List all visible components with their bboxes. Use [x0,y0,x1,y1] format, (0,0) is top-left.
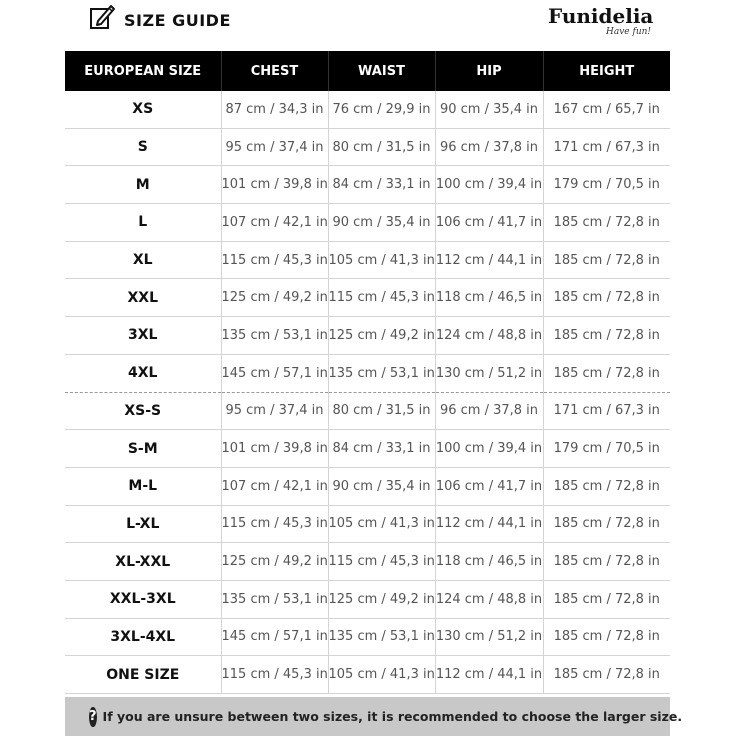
measurement-cell: 185 cm / 72,8 in [543,656,670,694]
measurement-cell: 185 cm / 72,8 in [543,505,670,543]
measurement-cell: 107 cm / 42,1 in [221,467,328,505]
measurement-cell: 90 cm / 35,4 in [435,91,543,128]
measurement-cell: 105 cm / 41,3 in [328,241,435,279]
table-row [65,430,670,468]
measurement-cell: 112 cm / 44,1 in [435,656,543,694]
measurement-cell: 115 cm / 45,3 in [221,241,328,279]
footer-note-bar [65,697,683,736]
table-row [65,467,670,505]
measurement-cell: 125 cm / 49,2 in [328,317,435,355]
pencil-notepad-icon [88,3,116,31]
size-cell: XL [65,241,221,279]
measurement-cell: 135 cm / 53,1 in [328,354,435,392]
size-cell: XS [65,91,221,128]
brand-logo [548,4,654,37]
table-row [65,618,670,656]
measurement-cell: 115 cm / 45,3 in [328,279,435,317]
measurement-cell: 185 cm / 72,8 in [543,241,670,279]
measurement-cell: 118 cm / 46,5 in [435,279,543,317]
measurement-cell: 76 cm / 29,9 in [328,91,435,128]
measurement-cell: 185 cm / 72,8 in [543,618,670,656]
table-row [65,656,670,694]
footer-note: If you are unsure between two sizes, it is recommended to choose the larger size. [102,709,683,724]
size-cell: 4XL [65,354,221,392]
size-cell: 3XL-4XL [65,618,221,656]
measurement-cell: 90 cm / 35,4 in [328,204,435,242]
table-header-row [65,51,670,91]
measurement-cell: 185 cm / 72,8 in [543,204,670,242]
measurement-cell: 105 cm / 41,3 in [328,505,435,543]
measurement-cell: 185 cm / 72,8 in [543,279,670,317]
column-header: WAIST [328,51,435,91]
size-cell: S-M [65,430,221,468]
measurement-cell: 135 cm / 53,1 in [328,618,435,656]
column-header: HIP [435,51,543,91]
brand-name: Funidelia [548,4,654,28]
table-row [65,317,670,355]
size-cell: XXL [65,279,221,317]
measurement-cell: 84 cm / 33,1 in [328,166,435,204]
measurement-cell: 179 cm / 70,5 in [543,166,670,204]
measurement-cell: 101 cm / 39,8 in [221,166,328,204]
table-row [65,241,670,279]
measurement-cell: 185 cm / 72,8 in [543,580,670,618]
measurement-cell: 112 cm / 44,1 in [435,505,543,543]
column-header: EUROPEAN SIZE [65,51,221,91]
column-header: HEIGHT [543,51,670,91]
measurement-cell: 185 cm / 72,8 in [543,317,670,355]
measurement-cell: 130 cm / 51,2 in [435,618,543,656]
table-row [65,354,670,392]
measurement-cell: 87 cm / 34,3 in [221,91,328,128]
size-cell: XL-XXL [65,543,221,581]
table-row [65,128,670,166]
size-guide-heading [88,3,231,31]
measurement-cell: 145 cm / 57,1 in [221,354,328,392]
measurement-cell: 107 cm / 42,1 in [221,204,328,242]
brand-tagline: Have fun! [606,27,652,37]
measurement-cell: 90 cm / 35,4 in [328,467,435,505]
size-cell: S [65,128,221,166]
size-cell: M-L [65,467,221,505]
measurement-cell: 125 cm / 49,2 in [221,543,328,581]
measurement-cell: 95 cm / 37,4 in [221,392,328,430]
measurement-cell: 125 cm / 49,2 in [328,580,435,618]
question-icon: ? [89,707,97,727]
measurement-cell: 135 cm / 53,1 in [221,580,328,618]
measurement-cell: 100 cm / 39,4 in [435,166,543,204]
measurement-cell: 130 cm / 51,2 in [435,354,543,392]
size-cell: 3XL [65,317,221,355]
measurement-cell: 125 cm / 49,2 in [221,279,328,317]
size-cell: ONE SIZE [65,656,221,694]
measurement-cell: 106 cm / 41,7 in [435,467,543,505]
table-row [65,166,670,204]
measurement-cell: 179 cm / 70,5 in [543,430,670,468]
table-row [65,279,670,317]
table-row [65,91,670,128]
size-cell: L-XL [65,505,221,543]
measurement-cell: 112 cm / 44,1 in [435,241,543,279]
page-title: SIZE GUIDE [124,10,231,30]
measurement-cell: 105 cm / 41,3 in [328,656,435,694]
header [0,0,736,50]
measurement-cell: 100 cm / 39,4 in [435,430,543,468]
measurement-cell: 106 cm / 41,7 in [435,204,543,242]
measurement-cell: 101 cm / 39,8 in [221,430,328,468]
size-cell: XS-S [65,392,221,430]
measurement-cell: 118 cm / 46,5 in [435,543,543,581]
size-cell: L [65,204,221,242]
size-cell: XXL-3XL [65,580,221,618]
measurement-cell: 96 cm / 37,8 in [435,392,543,430]
measurement-cell: 84 cm / 33,1 in [328,430,435,468]
measurement-cell: 185 cm / 72,8 in [543,543,670,581]
table-body [65,91,670,694]
measurement-cell: 185 cm / 72,8 in [543,354,670,392]
measurement-cell: 80 cm / 31,5 in [328,128,435,166]
measurement-cell: 115 cm / 45,3 in [221,505,328,543]
measurement-cell: 171 cm / 67,3 in [543,128,670,166]
measurement-cell: 115 cm / 45,3 in [328,543,435,581]
measurement-cell: 115 cm / 45,3 in [221,656,328,694]
measurement-cell: 185 cm / 72,8 in [543,467,670,505]
measurement-cell: 96 cm / 37,8 in [435,128,543,166]
table-row [65,392,670,430]
measurement-cell: 80 cm / 31,5 in [328,392,435,430]
table-row [65,204,670,242]
measurement-cell: 145 cm / 57,1 in [221,618,328,656]
size-table [65,51,670,694]
measurement-cell: 124 cm / 48,8 in [435,317,543,355]
table-row [65,505,670,543]
measurement-cell: 124 cm / 48,8 in [435,580,543,618]
table-row [65,580,670,618]
measurement-cell: 95 cm / 37,4 in [221,128,328,166]
column-header: CHEST [221,51,328,91]
measurement-cell: 135 cm / 53,1 in [221,317,328,355]
size-cell: M [65,166,221,204]
measurement-cell: 171 cm / 67,3 in [543,392,670,430]
table-row [65,543,670,581]
measurement-cell: 167 cm / 65,7 in [543,91,670,128]
